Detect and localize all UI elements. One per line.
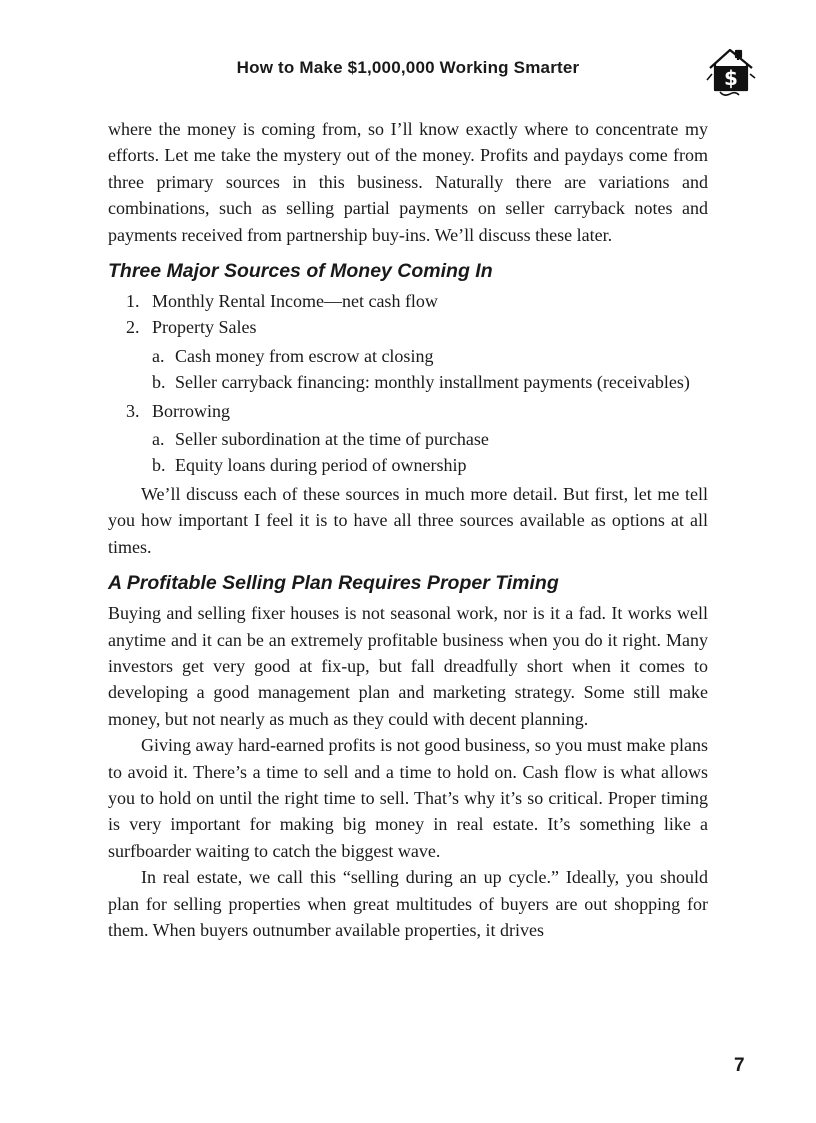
sublist-item-text: Seller carryback financing: monthly installment payments (receivables) — [175, 372, 690, 393]
list-number: 3. — [126, 400, 140, 421]
sublist-letter: a. — [152, 345, 165, 366]
sublist-item — [108, 369, 708, 395]
section-heading-timing: A Profitable Selling Plan Requires Proper Timing — [108, 572, 559, 595]
list-item — [108, 288, 708, 314]
running-head-title: How to Make $1,000,000 Working Smarter — [236, 58, 580, 77]
timing-paragraph: Giving away hard-earned profits is not good business, so you must make plans to avoid it. There’s a time to sell and a time to hold on. Cash flow is what allows you to hold on until the right time to sell. That’s why it’s so critical. Proper timing is very important for making big money in real estate. It’s something like a surfboarder waiting to catch the biggest wave. — [108, 735, 708, 861]
sublist-letter: b. — [152, 372, 166, 393]
sublist-item-text: Cash money from escrow at closing — [175, 345, 434, 366]
timing-paragraph: In real estate, we call this “selling during an up cycle.” Ideally, you should plan for selling properties when great multitudes of buyers are out shopping for them. When buyers outnumber available properties, it drives — [108, 867, 708, 940]
list-item — [108, 314, 708, 340]
intro-paragraph: where the money is coming from, so I’ll know exactly where to concentrate my efforts. Let me take the mystery out of the money. Profits and paydays come from three primary sources in this business. Naturally there are variations and combinations, such as selling partial payments on seller carryback notes and payments received from partnership buy-ins. We’ll discuss these later. — [108, 119, 708, 245]
sources-list — [108, 288, 708, 341]
list-item-text: Borrowing — [152, 400, 230, 421]
list-number: 1. — [126, 291, 140, 312]
borrowing-sublist — [108, 426, 708, 479]
svg-text:$: $ — [724, 66, 738, 90]
sublist-item — [108, 343, 708, 369]
list-item-text: Monthly Rental Income—net cash flow — [152, 291, 438, 312]
section-heading-sources: Three Major Sources of Money Coming In — [108, 260, 493, 283]
list-item-text: Property Sales — [152, 317, 257, 338]
sublist-item-text: Seller subordination at the time of purchase — [175, 429, 489, 450]
house-money-icon — [704, 44, 758, 100]
followup-paragraph: We’ll discuss each of these sources in much more detail. But first, let me tell you how important I feel it is to have all three sources available as options at all times. — [108, 483, 708, 557]
sublist-item — [108, 426, 708, 452]
sublist-letter: a. — [152, 429, 165, 450]
sublist-item — [108, 452, 708, 478]
sublist-letter: b. — [152, 455, 166, 476]
sales-sublist — [108, 343, 708, 396]
page-number: 7 — [734, 1055, 745, 1076]
sublist-item-text: Equity loans during period of ownership — [175, 455, 467, 476]
sources-list-continued — [108, 398, 708, 424]
list-number: 2. — [126, 317, 140, 338]
timing-paragraph: Buying and selling fixer houses is not seasonal work, nor is it a fad. It works well anytime and it can be an extremely profitable business when you do it right. Many investors get very good at fix-up, but fall dreadfully short when it comes to developing a good management plan and marketing strategy. Some still make money, but not nearly as much as they could with decent planning. — [108, 603, 708, 729]
list-item — [108, 398, 708, 424]
body-text — [108, 116, 708, 943]
